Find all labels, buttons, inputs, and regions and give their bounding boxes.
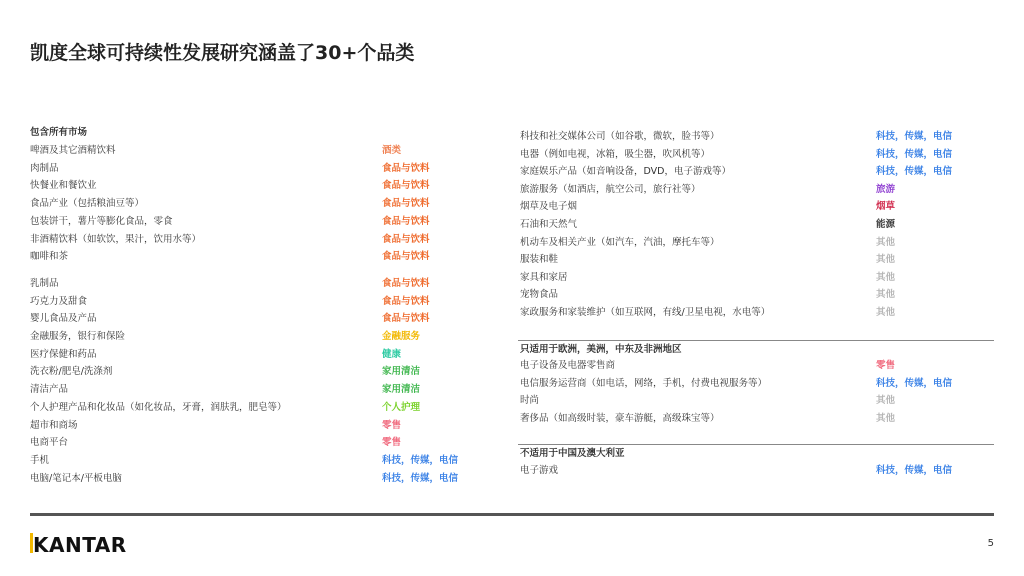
- category-name: 食品产业（包括粮油豆等）: [30, 198, 145, 210]
- section-divider: [518, 444, 994, 445]
- category-name: 金融服务，银行和保险: [30, 331, 126, 342]
- category-name: 旅游服务（如酒店，航空公司，旅行社等）: [520, 183, 701, 195]
- sector-label: 科技，传媒，电信: [382, 454, 459, 466]
- sector-label: 零售: [876, 360, 896, 371]
- sector-label: 旅游: [876, 183, 896, 195]
- sector-label: 其他: [876, 307, 896, 318]
- sector-label: 酒类: [382, 145, 402, 156]
- sector-label: 食品与饮料: [382, 215, 430, 227]
- category-name: 医疗保健和药品: [30, 348, 97, 360]
- sector-label: 其他: [876, 236, 896, 248]
- category-name: 奢侈品（如高级时装，豪车游艇，高级珠宝等）: [520, 412, 720, 424]
- sector-label: 零售: [382, 419, 402, 431]
- page-title: 凯度全球可持续性发展研究涵盖了30+个品类: [30, 42, 415, 64]
- sector-label: 烟草: [876, 201, 896, 213]
- sector-label: 家用清洁: [382, 384, 421, 396]
- sector-label: 其他: [876, 412, 896, 424]
- section-header-emea: 只适用于欧洲，美洲，中东及非洲地区: [520, 344, 682, 355]
- sector-label: 其他: [876, 395, 896, 407]
- category-name: 咖啡和茶: [30, 251, 69, 263]
- category-name: 超市和商场: [30, 419, 78, 431]
- sector-label: 科技，传媒，电信: [382, 472, 459, 484]
- category-name: 婴儿食品及产品: [30, 313, 97, 325]
- sector-label: 科技，传媒，电信: [876, 148, 953, 160]
- category-name: 非酒精饮料（如软饮，果汁，饮用水等）: [30, 233, 202, 245]
- category-name: 包装饼干，薯片等膨化食品，零食: [30, 215, 173, 227]
- sector-label: 科技，传媒，电信: [876, 465, 953, 476]
- category-name: 时尚: [520, 395, 540, 407]
- category-name: 手机: [30, 454, 50, 466]
- category-name: 电器（例如电视，冰箱，吸尘器，吹风机等）: [520, 148, 711, 160]
- sector-label: 金融服务: [382, 331, 421, 342]
- sector-label: 食品与饮料: [382, 251, 430, 263]
- category-name: 家庭娱乐产品（如音响设备，DVD，电子游戏等）: [520, 166, 731, 178]
- category-name: 快餐业和餐饮业: [30, 180, 97, 192]
- category-name: 机动车及相关产业（如汽车，汽油，摩托车等）: [520, 236, 720, 248]
- sector-label: 食品与饮料: [382, 162, 430, 174]
- category-name: 电脑/笔记本/平板电脑: [30, 472, 122, 484]
- sector-label: 健康: [382, 348, 402, 360]
- sector-label: 食品与饮料: [382, 233, 430, 245]
- category-name: 巧克力及甜食: [30, 295, 88, 307]
- category-name: 电子游戏: [520, 465, 559, 476]
- category-name: 个人护理产品和化妆品（如化妆品，牙膏，润肤乳，肥皂等）: [30, 401, 287, 413]
- sector-label: 科技，传媒，电信: [876, 131, 953, 142]
- category-name: 洗衣粉/肥皂/洗涤剂: [30, 366, 113, 378]
- category-name: 家具和家居: [520, 271, 568, 283]
- sector-label: 食品与饮料: [382, 198, 430, 210]
- category-name: 石油和天然气: [520, 219, 578, 230]
- sector-label: 个人护理: [382, 401, 421, 413]
- category-name: 清洁产品: [30, 384, 69, 396]
- category-name: 乳制品: [30, 277, 59, 289]
- category-name: 宠物食品: [520, 289, 559, 301]
- footer-divider: [30, 513, 994, 516]
- section-header-excl-china-australia: 不适用于中国及澳大利亚: [520, 448, 625, 459]
- sector-label: 食品与饮料: [382, 180, 430, 192]
- page-number: 5: [987, 538, 994, 549]
- kantar-logo: KANTAR: [30, 533, 127, 557]
- section-header-all-markets: 包含所有市场: [30, 127, 88, 138]
- section-divider: [518, 340, 994, 341]
- category-name: 肉制品: [30, 162, 59, 174]
- category-name: 科技和社交媒体公司（如谷歌，微软，脸书等）: [520, 131, 720, 142]
- sector-label: 能源: [876, 219, 896, 230]
- category-name: 家政服务和家装维护（如互联网，有线/卫星电视，水电等）: [520, 307, 771, 318]
- sector-label: 食品与饮料: [382, 277, 430, 289]
- category-name: 电子设备及电器零售商: [520, 360, 616, 371]
- sector-label: 其他: [876, 289, 896, 301]
- category-name: 电信服务运营商（如电话，网络，手机，付费电视服务等）: [520, 377, 768, 389]
- sector-label: 其他: [876, 254, 896, 266]
- sector-label: 家用清洁: [382, 366, 421, 378]
- category-name: 服装和鞋: [520, 254, 559, 266]
- category-name: 电商平台: [30, 437, 69, 449]
- sector-label: 其他: [876, 271, 896, 283]
- category-name: 啤酒及其它酒精饮料: [30, 145, 116, 156]
- sector-label: 零售: [382, 437, 402, 449]
- sector-label: 食品与饮料: [382, 313, 430, 325]
- category-name: 烟草及电子烟: [520, 201, 578, 213]
- sector-label: 科技，传媒，电信: [876, 377, 953, 389]
- sector-label: 食品与饮料: [382, 295, 430, 307]
- sector-label: 科技，传媒，电信: [876, 166, 953, 178]
